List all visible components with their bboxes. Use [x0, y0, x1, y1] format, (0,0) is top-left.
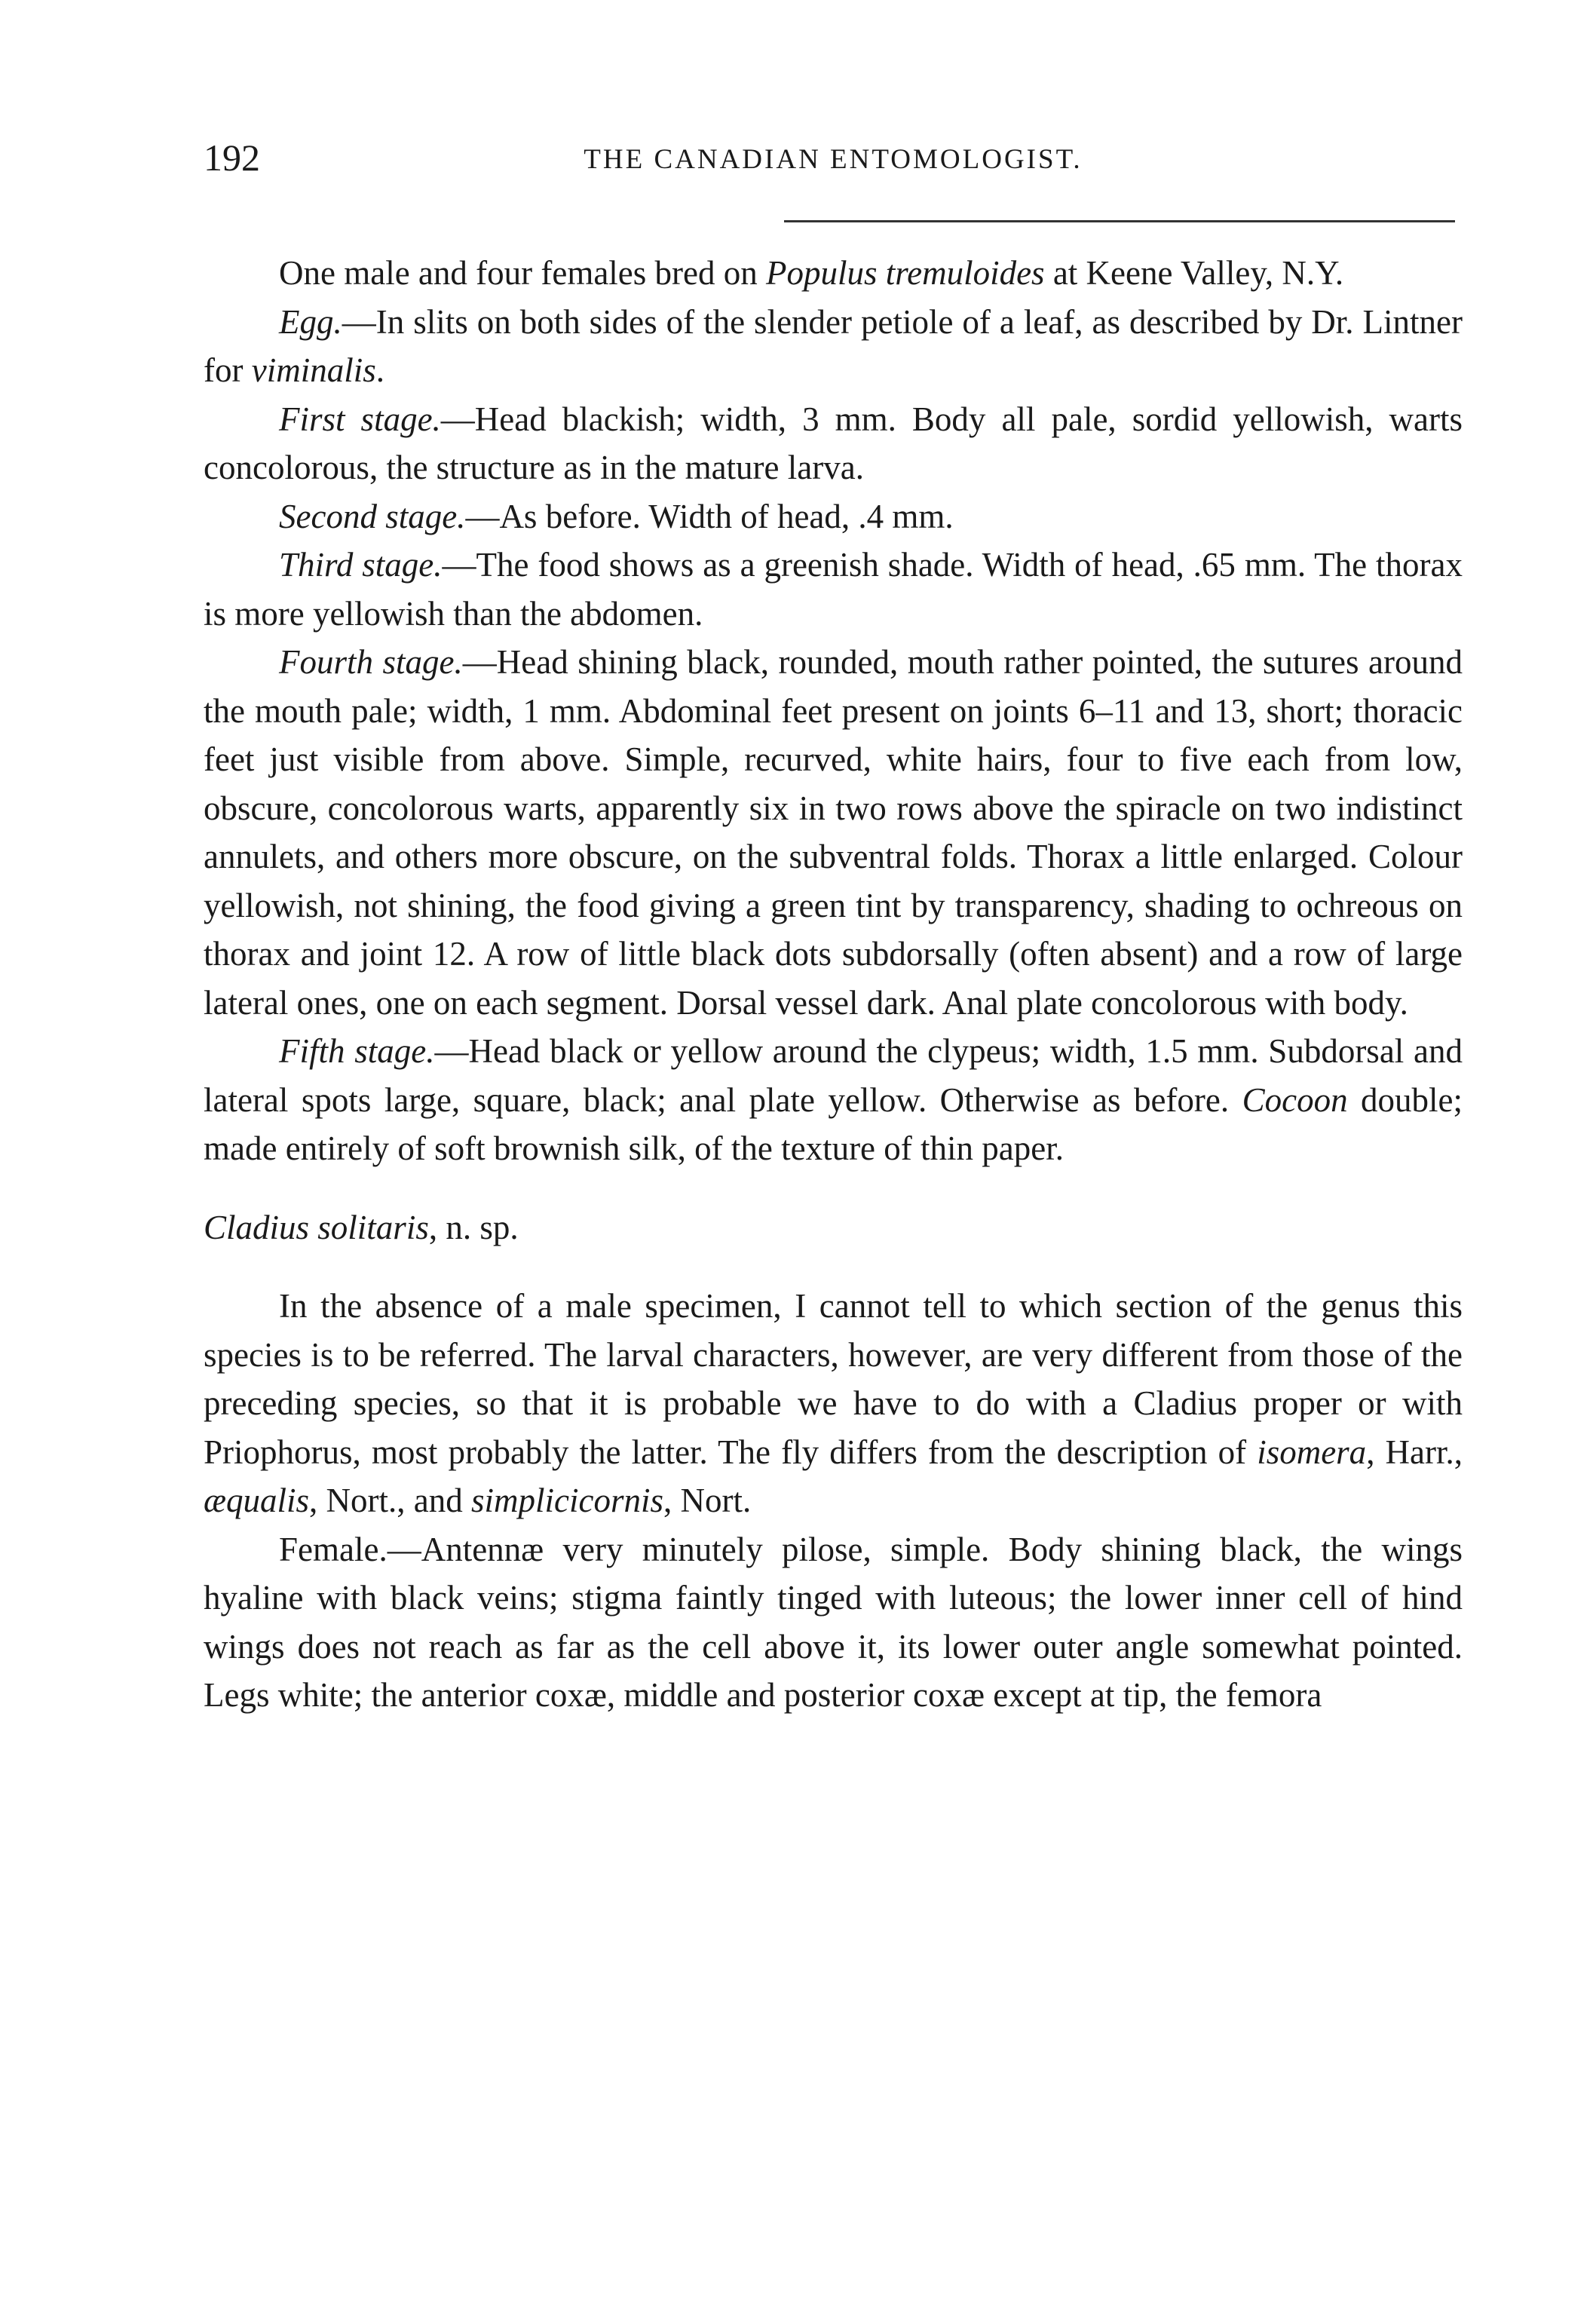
paragraph-third-stage [204, 541, 1463, 638]
text-run: , Nort. [663, 1482, 752, 1519]
text-run: , Harr., [1366, 1433, 1463, 1471]
stage-label: Fourth stage. [279, 643, 463, 681]
header-rule [784, 220, 1455, 222]
paragraph-description [204, 1282, 1463, 1525]
page-number: 192 [204, 136, 260, 179]
paragraph-second-stage [204, 492, 1463, 541]
page-body [204, 249, 1463, 1720]
species-name: viminalis [251, 351, 376, 389]
text-run: at Keene Valley, N.Y. [1044, 254, 1344, 292]
paragraph-egg [204, 298, 1463, 395]
text-run: —Head shining black, rounded, mouth rather pointed, the sutures around the mouth pale; width, 1 mm. Abdominal feet present on joints 6–11 and 13, short; thoracic feet just visible from above. Simple, recurved, white hairs, four to five each from low, obscure, concolorous warts, apparently six in two rows above the spiracle on two indistinct annulets, and others more obscure, on the subventral folds. Thorax a little enlarged. Colour yellowish, not shining, the food giving a green tint by transparency, shading to ochreous on thorax and joint 12. A row of little black dots subdorsally (often absent) and a row of large lateral ones, one on each segment. Dorsal vessel dark. Anal plate concolorous with body. [204, 643, 1463, 1022]
text-run: double; made entirely of soft brownish silk, of the texture of thin paper. [204, 1080, 1463, 1167]
species-name: Populus tremuloides [766, 254, 1045, 292]
stage-label: Third stage. [279, 546, 443, 584]
text-run: . [375, 351, 384, 389]
species-name: Cladius solitaris [204, 1208, 429, 1246]
stage-label: First stage. [279, 400, 441, 438]
text-run: One male and four females bred on [279, 254, 766, 292]
stage-label: Second stage. [279, 497, 466, 535]
species-name: isomera [1257, 1433, 1367, 1471]
text-run: In the absence of a male specimen, I cannot tell to which section of the genus this species is to be referred. The larval characters, however, are very different from those of the preceding species, so that it is probable we have to do with a Cladius proper or with Priophorus, most probably the latter. The fly differs from the description of [204, 1287, 1463, 1471]
cocoon-label: Cocoon [1242, 1080, 1348, 1119]
paragraph-female [204, 1525, 1463, 1720]
text-run: —As before. Width of head, .4 mm. [465, 497, 954, 535]
species-heading [204, 1203, 1463, 1252]
running-title: THE CANADIAN ENTOMOLOGIST. [584, 144, 1083, 175]
paragraph-first-stage [204, 395, 1463, 492]
text-run: —The food shows as a greenish shade. Width of head, .65 mm. The thorax is more yellowish than the abdomen. [204, 546, 1463, 633]
text-run: Female.—Antennæ very minutely pilose, simple. Body shining black, the wings hyaline with black veins; stigma faintly tinged with luteous; the lower inner cell of hind wings does not reach as far as the cell above it, its lower outer angle somewhat pointed. Legs white; the anterior coxæ, middle and posterior coxæ except at tip, the femora [204, 1530, 1463, 1714]
text-run: —In slits on both sides of the slender petiole of a leaf, as described by Dr. Lintner for [204, 302, 1463, 389]
paragraph-intro [204, 249, 1463, 298]
text-run: , n. sp. [428, 1208, 519, 1246]
text-run: —Head blackish; width, 3 mm. Body all pale, sordid yellowish, warts concolorous, the structure as in the mature larva. [204, 400, 1463, 486]
page-header [204, 136, 1463, 188]
species-name: æqualis [204, 1482, 310, 1519]
paragraph-fourth-stage [204, 638, 1463, 1027]
species-name: simplicicornis [471, 1482, 664, 1519]
text-run: —Head black or yellow around the clypeus; width, 1.5 mm. Subdorsal and lateral spots large, square, black; anal plate yellow. Otherwise as before. [204, 1032, 1463, 1119]
text-run: , Nort., and [309, 1482, 472, 1519]
stage-label: Egg. [279, 302, 342, 341]
paragraph-fifth-stage [204, 1027, 1463, 1173]
stage-label: Fifth stage. [279, 1032, 435, 1070]
